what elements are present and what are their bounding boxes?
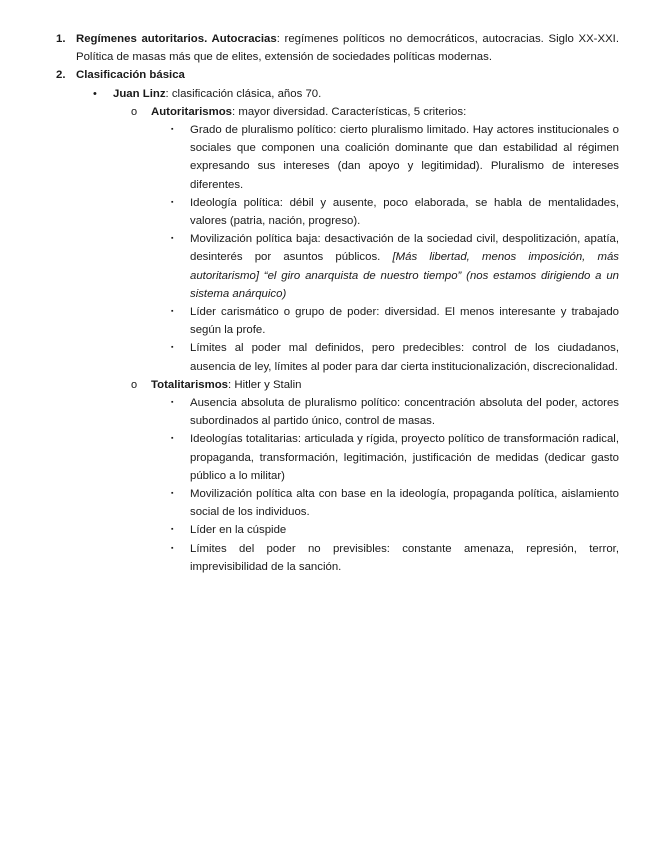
- criterion-text: Límites del poder no previsibles: constante amenaza, represión, terror, imprevisibilidad de la sanción.: [190, 542, 619, 573]
- list-number: 2.: [56, 69, 66, 82]
- criterion-item: [0, 121, 655, 194]
- circle-marker: o: [131, 378, 138, 391]
- autoritarismos-item: [0, 103, 655, 121]
- square-marker: ▪: [171, 526, 174, 534]
- author-text: : clasificación clásica, años 70.: [165, 87, 322, 100]
- criterion-text: Ideologías totalitarias: articulada y rígida, proyecto político de transformación radical, propaganda, transformación, legitimación, justificación de medidas (dedicar gasto público a lo militar): [190, 433, 619, 482]
- criterion-note: [Más libertad, menos imposición, más autoritarismo] “el giro anarquista de nuestro tiempo” (nos estamos dirigiendo a un sistema anárquico): [190, 251, 619, 300]
- criterion-item: [0, 485, 655, 521]
- square-marker: ▪: [171, 126, 174, 134]
- criterion-item: [0, 194, 655, 230]
- criterion-item: [0, 394, 655, 430]
- criterion-text: Ausencia absoluta de pluralismo político: concentración absoluta del poder, actores subordinados al partido único, control de masas.: [190, 397, 619, 428]
- square-marker: ▪: [171, 344, 174, 352]
- criterion-text: Líder carismático o grupo de poder: diversidad. El menos interesante y trabajado según la profe.: [190, 306, 619, 337]
- criterion-item: [0, 339, 655, 375]
- circle-marker: o: [131, 105, 138, 118]
- section-text: : mayor diversidad. Características, 5 criterios:: [232, 105, 467, 118]
- criterion-text: Movilización política baja: desactivación de la sociedad civil, despolitización, apatía, desinterés por asuntos públicos.: [190, 233, 619, 264]
- criterion-item: [0, 521, 655, 539]
- criterion-item: [0, 430, 655, 485]
- item-text: : regímenes políticos no democráticos, autocracias. Siglo XX-XXI. Política de masas más que de elites, extensión de sociedades políticas modernas.: [76, 33, 619, 64]
- criterion-item: [0, 303, 655, 339]
- author-item: [0, 85, 655, 103]
- criterion-text: Líder en la cúspide: [190, 524, 287, 537]
- item-title: Regímenes autoritarios. Autocracias: [76, 33, 277, 45]
- bullet-marker: •: [93, 87, 97, 100]
- square-marker: ▪: [171, 399, 174, 407]
- criterion-text: Movilización política alta con base en la ideología, propaganda política, aislamiento social de los individuos.: [190, 488, 619, 519]
- author-name: Juan Linz: [113, 87, 166, 100]
- list-item-2: [0, 66, 655, 84]
- list-number: 1.: [56, 33, 66, 45]
- totalitarismos-item: [0, 376, 655, 394]
- square-marker: ▪: [171, 435, 174, 443]
- item-title: Clasificación básica: [76, 69, 185, 82]
- square-marker: ▪: [171, 490, 174, 498]
- criterion-text: Grado de pluralismo político: cierto pluralismo limitado. Hay actores institucionales o sociales que componen una coalición dominante que dan estabilidad al régimen expresando sus intereses (dan apoyo y legitimidad). Pluralismo de intereses diferentes.: [190, 124, 619, 191]
- section-title: Totalitarismos: [151, 378, 229, 391]
- list-item-1: [0, 30, 655, 66]
- criterion-item: [0, 540, 655, 576]
- criterion-text: Límites al poder mal definidos, pero predecibles: control de los ciudadanos, ausencia de ley, límites al poder para dar cierta institucionalización, discrecionalidad.: [190, 342, 619, 373]
- square-marker: ▪: [171, 544, 174, 552]
- section-text: : Hitler y Stalin: [228, 378, 302, 391]
- section-title: Autoritarismos: [151, 105, 233, 118]
- square-marker: ▪: [171, 308, 174, 316]
- square-marker: ▪: [171, 235, 174, 243]
- criterion-text: Ideología política: débil y ausente, poco elaborada, se habla de mentalidades, valores (patria, nación, progreso).: [190, 196, 619, 228]
- square-marker: ▪: [171, 198, 174, 206]
- document-page: [0, 30, 655, 576]
- criterion-item: [0, 230, 655, 303]
